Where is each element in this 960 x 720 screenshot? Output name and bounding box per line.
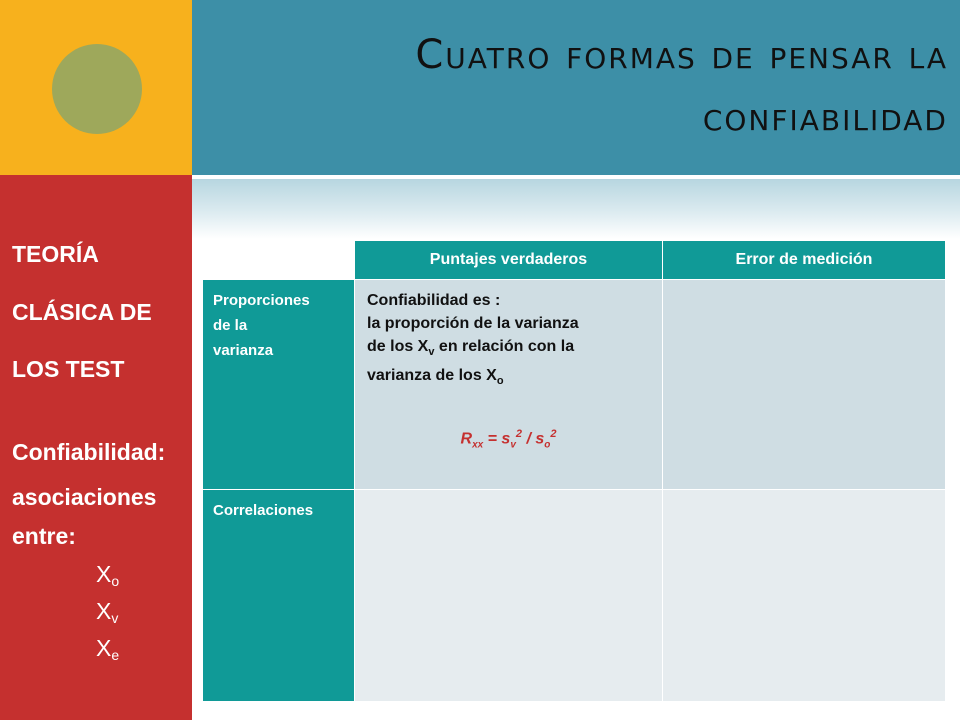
row-header: [203, 280, 355, 490]
corner-accent-block: [0, 0, 192, 175]
circle-decoration: [52, 44, 142, 134]
table-corner-cell: [203, 241, 355, 280]
table-cell: [355, 280, 663, 490]
cell-content: [355, 280, 662, 466]
definition-line: varianza de los $X_o$: [367, 367, 504, 388]
definition-line: Confiabilidad es :: [367, 292, 501, 309]
gradient-band: [192, 179, 960, 239]
sidebar-panel: [0, 175, 192, 720]
sidebar-line-6: entre:: [12, 523, 76, 549]
row-header: Correlaciones: [203, 490, 355, 702]
symbol-x-e: $X_e$: [96, 635, 120, 663]
sidebar-line-3: LOS TEST: [12, 356, 125, 382]
table-cell: [663, 280, 946, 490]
reliability-table: [202, 240, 946, 702]
row-header-line: varianza: [213, 342, 274, 359]
table-header-row: [203, 241, 946, 280]
sidebar-line-2: CLÁSICA DE: [12, 299, 152, 325]
table-row: [203, 490, 946, 702]
title-line-1: Cuatro formas de pensar la: [415, 32, 948, 78]
sidebar-line-1: TEORÍA: [12, 241, 99, 267]
table-cell: [355, 490, 663, 702]
row-header-line: Proporciones: [213, 292, 310, 309]
symbol-x-o: $X_o$: [96, 561, 120, 589]
definition-line: de los $X_v$ en relación con la: [367, 338, 575, 359]
title-bar: [192, 0, 960, 175]
column-header: Puntajes verdaderos: [355, 241, 663, 280]
reliability-formula: $R_{xx} = s_v^2 / s_o^2$: [460, 428, 557, 451]
slide-title: [208, 24, 948, 148]
table-row: [203, 280, 946, 490]
column-header: Error de medición: [663, 241, 946, 280]
table-cell: [663, 490, 946, 702]
sidebar-line-4: Confiabilidad:: [12, 439, 166, 465]
sidebar-line-5: asociaciones: [12, 484, 157, 510]
row-header-line: de la: [213, 317, 248, 334]
symbol-x-v: $X_v$: [96, 598, 119, 626]
definition-line: la proporción de la varianza: [367, 315, 579, 332]
title-line-2: confiabilidad: [702, 94, 948, 140]
